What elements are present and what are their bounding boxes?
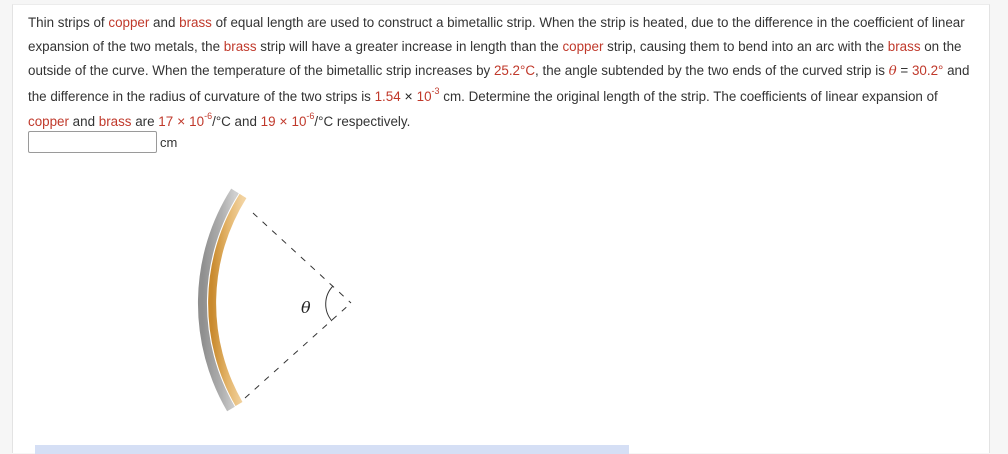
answer-row: [28, 130, 177, 154]
keyword-brass: brass: [223, 39, 257, 54]
keyword-brass: brass: [887, 39, 921, 54]
theta-label: θ: [301, 298, 311, 317]
problem-text: Thin strips of copper and brass of equal length are used to construct a bimetallic strip. When the strip is heated, due to the difference in the coefficient of linear expansion of the two metals, the brass strip will have a greater increase in length than the copper strip, causing them to bend into an arc with the brass on the outside of the curve. When the temperature of the bimetallic strip increases by 25.2°C, the angle subtended by the two ends of the curved strip is θ = 30.2° and the difference in the radius of curvature of the two strips is $1.54 \times 10^{-3}$ cm. Determine the original length of the strip. The coefficients of linear expansion of copper and brass are $17 \times 10^{-6}/^\circ C$ and $19 \times 10^{-6}/^\circ C$ respectively.: [28, 15, 970, 129]
theta-symbol: θ: [888, 64, 897, 79]
angle-arc: [326, 286, 333, 321]
radius-line-bottom: [245, 303, 351, 398]
answer-input[interactable]: [28, 131, 157, 153]
copper-coefficient-value: $17 \times 10^{-6}$: [158, 110, 213, 129]
keyword-brass: brass: [98, 114, 132, 129]
brass-coefficient-value: $19 \times 10^{-6}$: [260, 110, 315, 129]
question-panel: [12, 4, 990, 453]
answer-unit: cm: [160, 134, 178, 150]
radius-line-top: [253, 213, 351, 303]
radius-difference-value: $1.54 \times 10^{-3}$: [374, 85, 440, 104]
keyword-brass: brass: [179, 15, 212, 30]
keyword-copper: copper: [28, 114, 69, 129]
bimetallic-strip-figure: [183, 185, 383, 430]
keyword-copper: copper: [108, 15, 150, 30]
angle-value: 30.2°: [911, 63, 944, 78]
keyword-copper: copper: [562, 39, 604, 54]
bimetallic-strip-diagram: [183, 185, 383, 425]
temperature-increase-value: 25.2°C: [493, 63, 536, 78]
